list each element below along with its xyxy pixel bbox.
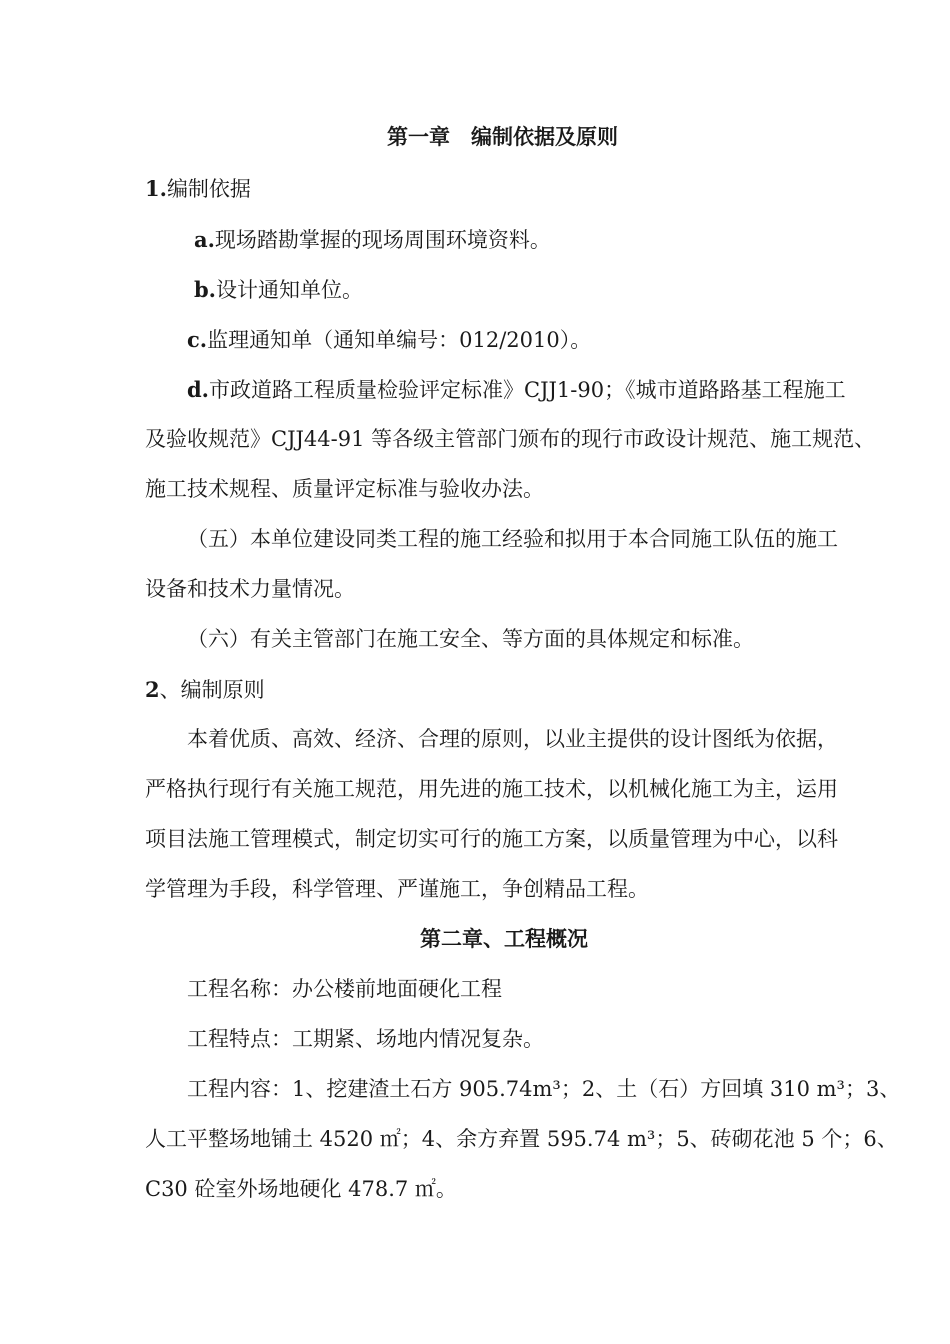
paragraph-line: 设备和技术力量情况。 <box>145 577 355 601</box>
list-item-label: a. <box>194 227 215 252</box>
chapter1-title: 第一章 编制依据及原则 <box>387 125 618 149</box>
list-item-a <box>194 229 551 251</box>
section2-heading <box>145 679 265 701</box>
list-item-c <box>187 329 591 351</box>
paragraph-line: 及验收规范》CJJ44-91 等各级主管部门颁布的现行市政设计规范、施工规范、 <box>145 427 876 451</box>
section2-number: 2 <box>145 677 160 702</box>
section1-heading <box>145 178 251 200</box>
chapter2-title: 第二章、工程概况 <box>420 927 588 951</box>
project-content-line: C30 砼室外场地硬化 478.7 ㎡。 <box>145 1177 457 1201</box>
project-content-line: 工程内容：1、挖建渣土石方 905.74m³；2、土（石）方回填 310 m³；3、 <box>187 1077 901 1101</box>
list-item-label: c. <box>187 327 208 352</box>
project-features: 工程特点：工期紧、场地内情况复杂。 <box>187 1027 544 1051</box>
project-content-line: 人工平整场地铺土 4520 ㎡；4、余方弃置 595.74 m³；5、砖砌花池 5 个；6、 <box>145 1127 898 1151</box>
paragraph-line: 严格执行现行有关施工规范，用先进的施工技术，以机械化施工为主，运用 <box>145 777 838 801</box>
paragraph-line: 本着优质、高效、经济、合理的原则，以业主提供的设计图纸为依据， <box>187 727 838 751</box>
list-item-label: d. <box>187 377 209 402</box>
list-item-text: 现场踏勘掌握的现场周围环境资料。 <box>214 228 551 252</box>
paragraph-line: 项目法施工管理模式，制定切实可行的施工方案，以质量管理为中心，以科 <box>145 827 838 851</box>
section1-title: 编制依据 <box>166 177 251 201</box>
project-name: 工程名称：办公楼前地面硬化工程 <box>187 977 502 1001</box>
list-item-label: b. <box>194 277 216 302</box>
list-item-d <box>187 379 846 401</box>
section1-number: 1. <box>145 176 167 201</box>
list-item-b <box>194 279 363 301</box>
list-item-text: 市政道路工程质量检验评定标准》CJJ1-90；《城市道路路基工程施工 <box>209 378 846 402</box>
paragraph-line: 学管理为手段，科学管理、严谨施工，争创精品工程。 <box>145 877 649 901</box>
list-item-text: 设计通知单位。 <box>216 278 363 302</box>
list-item-text: 监理通知单（通知单编号：012/2010）。 <box>207 328 592 352</box>
paragraph-line: （五）本单位建设同类工程的施工经验和拟用于本合同施工队伍的施工 <box>187 527 838 551</box>
paragraph-line: （六）有关主管部门在施工安全、等方面的具体规定和标准。 <box>187 627 754 651</box>
section2-title: 、编制原则 <box>159 678 265 702</box>
paragraph-line: 施工技术规程、质量评定标准与验收办法。 <box>145 477 544 501</box>
